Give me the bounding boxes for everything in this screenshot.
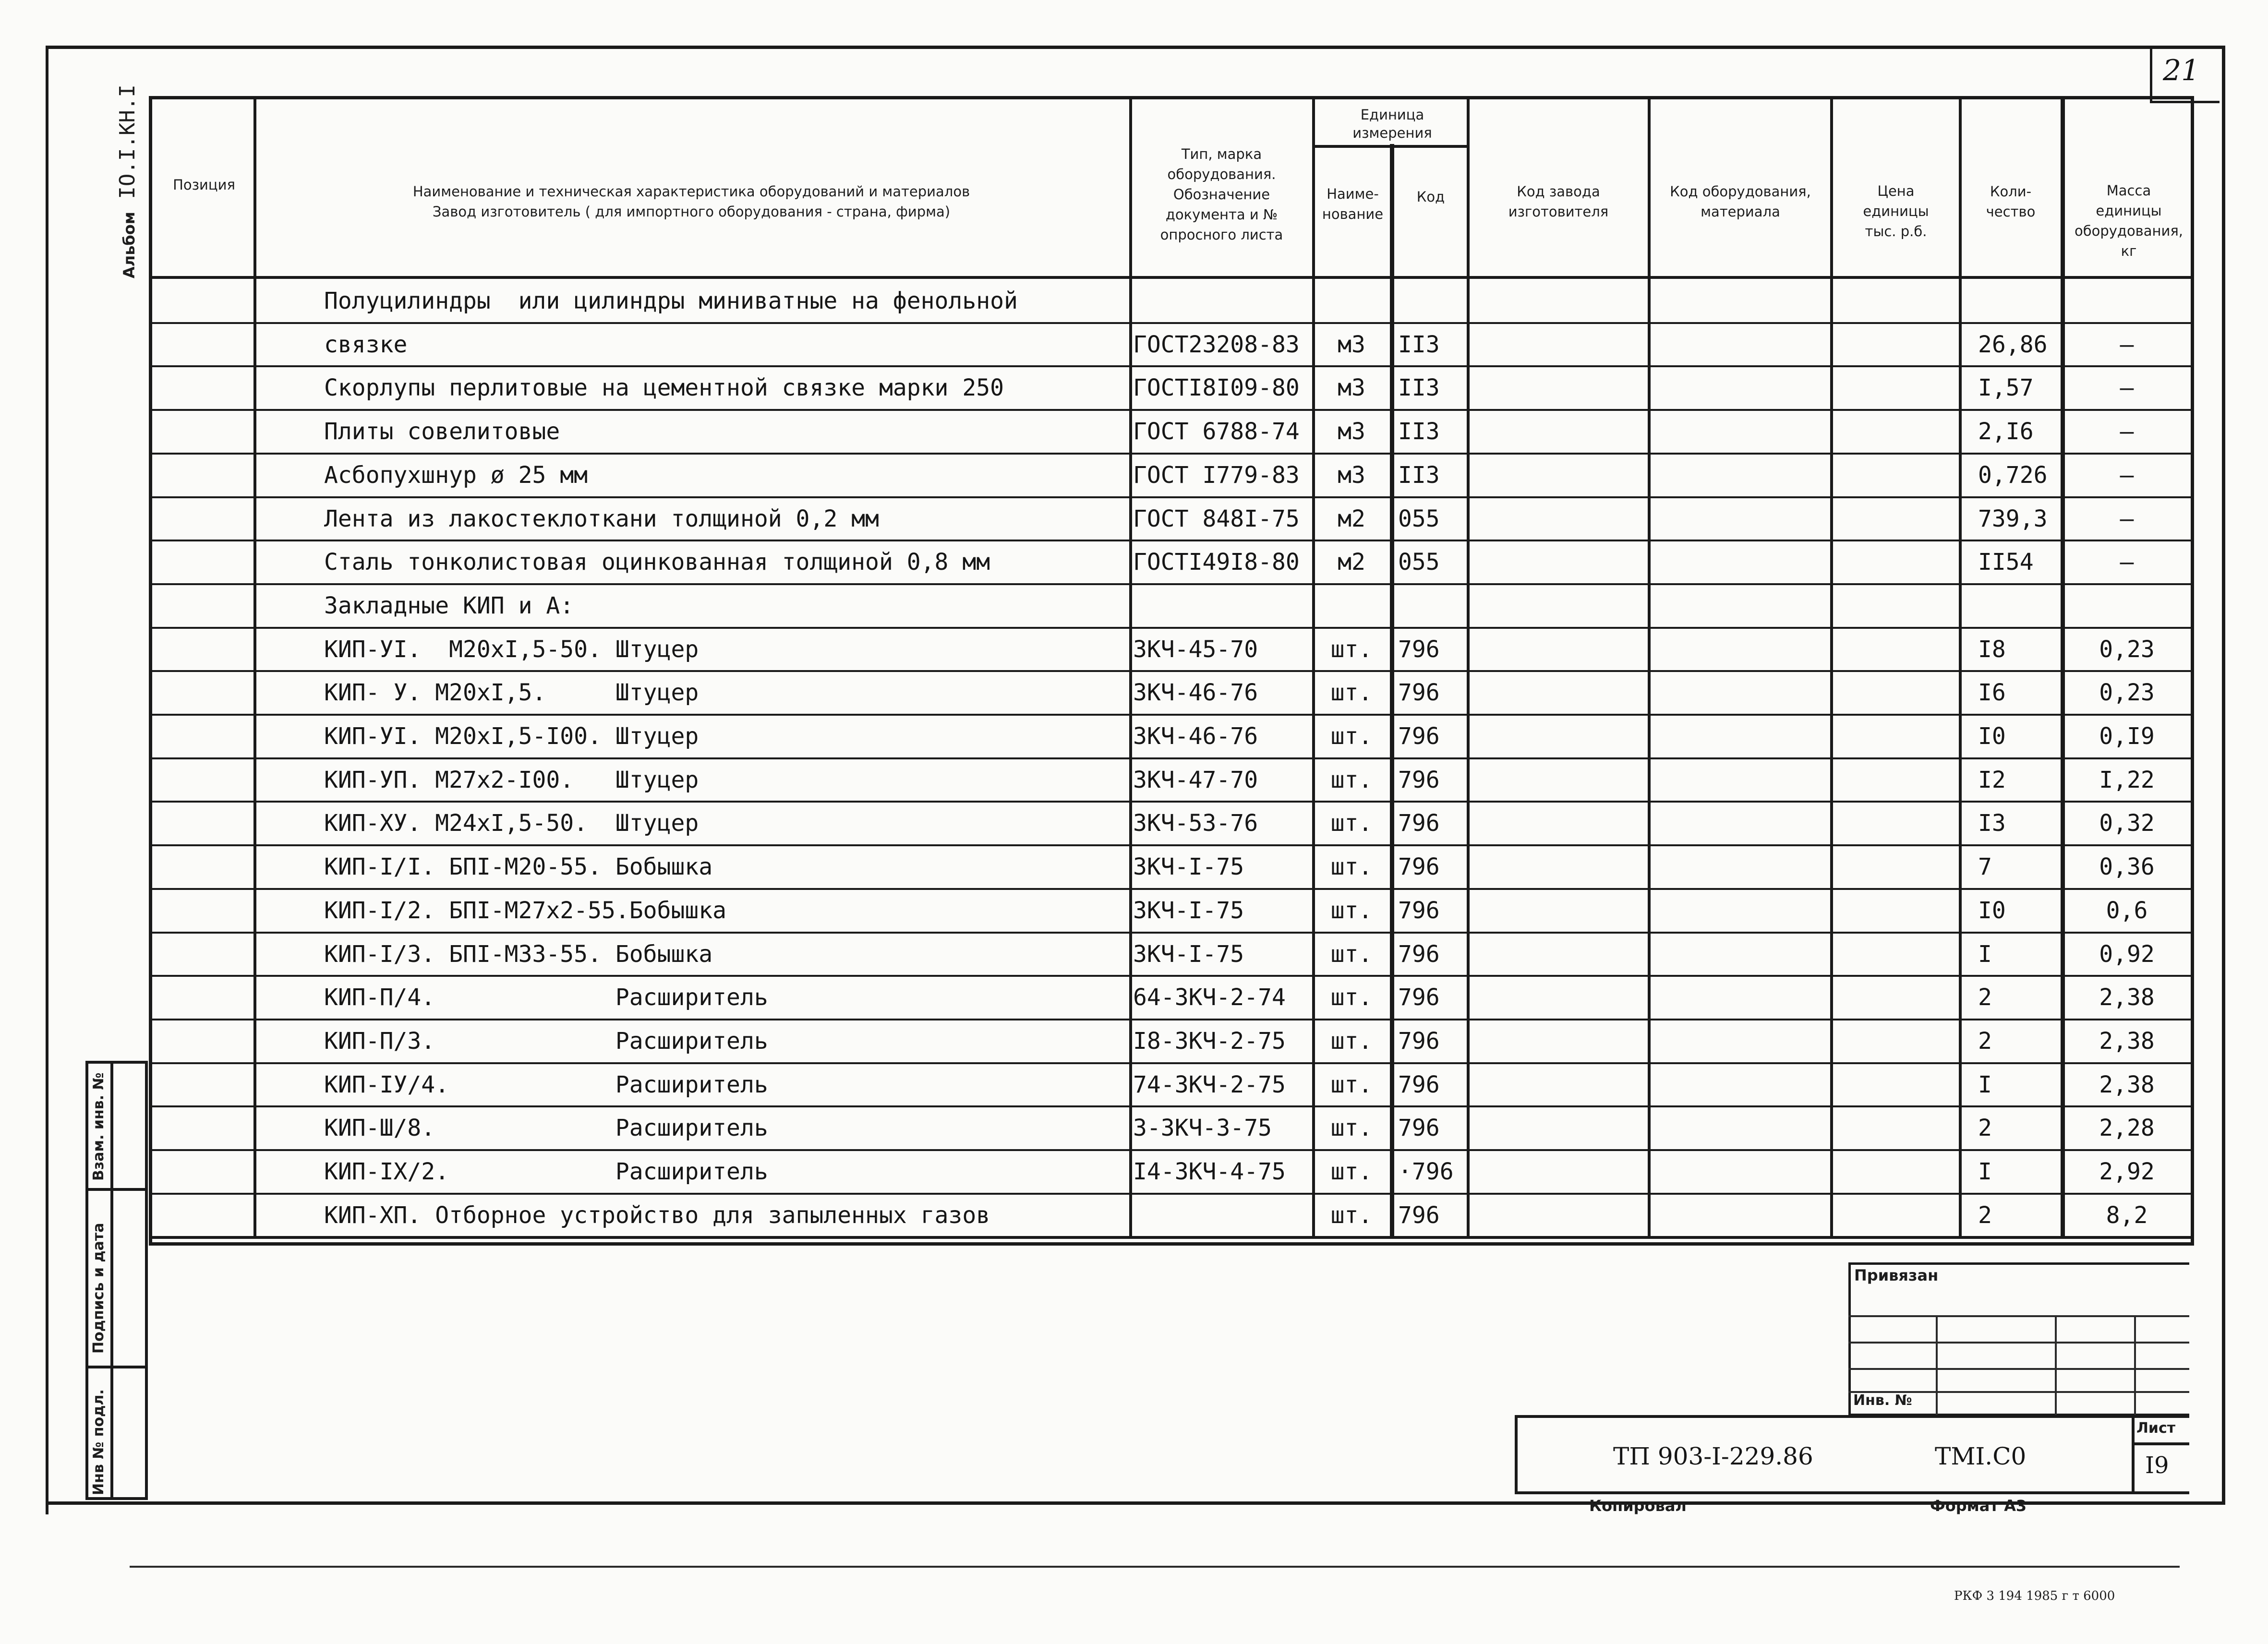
row-divider xyxy=(149,975,2194,977)
row-type: ГОСТ 6788-74 xyxy=(1133,418,1300,445)
row-type xyxy=(1133,279,1311,323)
col-line xyxy=(1648,96,1651,1238)
row-unit: шт. xyxy=(1330,766,1373,793)
row-name: КИП-I/2. БПI-М27х2-55.Бобышка xyxy=(324,897,727,924)
header-divider xyxy=(149,276,2194,279)
row-name: Сталь тонколистовая оцинкованная толщиной 0,8 мм xyxy=(324,549,990,576)
row-mass xyxy=(2067,279,2187,323)
row-type: 64-ЗКЧ-2-74 xyxy=(1133,984,1286,1011)
row-mass: 0,23 xyxy=(2099,636,2155,663)
row-unit: шт. xyxy=(1330,636,1373,663)
row-unit: м3 xyxy=(1338,461,1365,489)
row-qty: I0 xyxy=(1978,723,2006,750)
row-type: 3-ЗКЧ-3-75 xyxy=(1133,1115,1272,1142)
row-mass: 0,I9 xyxy=(2099,723,2155,750)
row-mass: 2,38 xyxy=(2099,984,2155,1011)
row-name: КИП-ХУ. М24хI,5-50. Штуцер xyxy=(324,810,699,837)
row-mass: 2,28 xyxy=(2099,1115,2155,1142)
row-name: КИП-IХ/2. Расширитель xyxy=(324,1158,768,1185)
stamp-line xyxy=(1936,1315,1938,1416)
row-name: Лента из лакостеклоткани толщиной 0,2 мм xyxy=(324,505,879,532)
row-code: II3 xyxy=(1398,461,1440,489)
row-unit xyxy=(1315,584,1387,627)
page-number: 21 xyxy=(2163,54,2200,87)
header-price: Цена единицы тыс. р.б. xyxy=(1863,183,1929,240)
row-type: ЗКЧ-I-75 xyxy=(1133,940,1244,968)
row-unit: шт. xyxy=(1330,1201,1373,1229)
row-name: КИП-П/4. Расширитель xyxy=(324,984,768,1011)
row-type: ГОСТI49I8-80 xyxy=(1133,549,1300,576)
row-unit: шт. xyxy=(1330,984,1373,1011)
row-type: ЗКЧ-45-70 xyxy=(1133,636,1258,663)
row-name: КИП-IУ/4. Расширитель xyxy=(324,1071,768,1098)
row-unit: шт. xyxy=(1330,1071,1373,1098)
row-mass: – xyxy=(2120,549,2134,576)
row-mass: 0,36 xyxy=(2099,853,2155,881)
table-body-end xyxy=(149,1236,2194,1239)
row-mass: 2,92 xyxy=(2099,1158,2155,1185)
row-code: 796 xyxy=(1398,636,1440,663)
row-code: 796 xyxy=(1398,853,1440,881)
header-name: Наименование и техническая характеристика оборудований и материалов Завод изготовитель ( для импортного оборудования - страна, фирма) xyxy=(412,183,970,220)
row-qty: 2 xyxy=(1978,984,1992,1011)
row-divider xyxy=(149,409,2194,411)
row-name: КИП-I/3. БПI-М33-55. Бобышка xyxy=(324,940,713,968)
stamp-mark: ТМI.С0 xyxy=(1935,1442,2027,1470)
row-unit: м2 xyxy=(1338,505,1365,532)
row-divider xyxy=(149,583,2194,585)
row-mass: I,22 xyxy=(2099,766,2155,793)
header-mass: Масса единицы оборудования, кг xyxy=(2074,182,2184,259)
row-mass: 0,23 xyxy=(2099,679,2155,707)
row-divider xyxy=(149,365,2194,367)
row-divider xyxy=(149,1193,2194,1195)
footer-copied: Копировал xyxy=(1589,1497,1687,1515)
row-name: Плиты совелитовые xyxy=(324,418,560,445)
row-code: 796 xyxy=(1398,766,1440,793)
row-type: I4-ЗКЧ-4-75 xyxy=(1133,1158,1286,1185)
row-code: 055 xyxy=(1398,549,1440,576)
row-divider xyxy=(149,453,2194,455)
row-unit: шт. xyxy=(1330,1158,1373,1185)
row-type xyxy=(1133,1194,1311,1237)
row-code: 796 xyxy=(1398,679,1440,707)
row-unit: шт. xyxy=(1330,810,1373,837)
header-unit-name: Наиме- нование xyxy=(1322,186,1384,222)
row-code: 796 xyxy=(1398,1115,1440,1142)
row-type: ЗКЧ-I-75 xyxy=(1133,897,1244,924)
row-code xyxy=(1398,279,1465,323)
row-divider xyxy=(149,627,2194,629)
row-code: 796 xyxy=(1398,897,1440,924)
row-divider xyxy=(149,496,2194,498)
row-qty xyxy=(1978,584,2060,627)
row-qty: 26,86 xyxy=(1978,331,2048,358)
stamp-tied: Привязан xyxy=(1854,1266,1939,1284)
row-divider xyxy=(149,757,2194,759)
row-divider xyxy=(149,1149,2194,1151)
row-type: ЗКЧ-53-76 xyxy=(1133,810,1258,837)
footer-format: Формат А3 xyxy=(1930,1497,2027,1515)
row-name: КИП-Ш/8. Расширитель xyxy=(324,1115,768,1142)
row-code: 796 xyxy=(1398,984,1440,1011)
side-sign-date: Подпись и дата xyxy=(90,1223,107,1354)
row-mass: – xyxy=(2120,505,2134,532)
row-qty: I xyxy=(1978,940,1992,968)
stamp-line xyxy=(2055,1315,2057,1416)
row-qty: 2,I6 xyxy=(1978,418,2034,445)
col-line xyxy=(1312,96,1315,1238)
row-divider xyxy=(149,670,2194,672)
stamp-line xyxy=(1848,1342,2189,1344)
col-line xyxy=(1959,96,1962,1238)
row-divider xyxy=(149,888,2194,890)
row-qty: 7 xyxy=(1978,853,1992,881)
header-position: Позиция xyxy=(173,177,235,193)
col-line xyxy=(1129,96,1132,1238)
row-divider xyxy=(149,322,2194,324)
row-unit: шт. xyxy=(1330,897,1373,924)
row-divider xyxy=(149,1105,2194,1107)
row-qty: 2 xyxy=(1978,1115,1992,1142)
row-code xyxy=(1398,584,1465,627)
header-qty: Коли- чество xyxy=(1986,183,2036,220)
left-frame-line xyxy=(46,46,48,1514)
row-qty: I6 xyxy=(1978,679,2006,707)
row-qty: 2 xyxy=(1978,1201,1992,1229)
row-unit: шт. xyxy=(1330,1027,1373,1055)
row-code: ·796 xyxy=(1398,1158,1454,1185)
row-unit: шт. xyxy=(1330,723,1373,750)
col-line xyxy=(253,96,256,1238)
row-mass: 0,6 xyxy=(2106,897,2148,924)
row-qty: II54 xyxy=(1978,549,2034,576)
row-type: ГОСТ 848I-75 xyxy=(1133,505,1300,532)
row-qty: I3 xyxy=(1978,810,2006,837)
row-name: Закладные КИП и А: xyxy=(324,592,574,619)
row-type: I8-ЗКЧ-2-75 xyxy=(1133,1027,1286,1055)
row-unit: м2 xyxy=(1338,549,1365,576)
row-code: 796 xyxy=(1398,1201,1440,1229)
header-unit: Единица измерения xyxy=(1352,106,1432,141)
row-type xyxy=(1133,584,1311,627)
stamp-inv-no: Инв. № xyxy=(1853,1392,1912,1409)
row-type: ГОСТ I779-83 xyxy=(1133,461,1300,489)
row-mass: – xyxy=(2120,418,2134,445)
row-name: КИП-П/3. Расширитель xyxy=(324,1027,768,1055)
stamp-line xyxy=(1848,1315,2189,1317)
row-type: ЗКЧ-I-75 xyxy=(1133,853,1244,881)
row-divider xyxy=(149,801,2194,803)
row-name: Асбопухшнур ø 25 мм xyxy=(324,461,588,489)
row-qty: 0,726 xyxy=(1978,461,2048,489)
row-unit: м3 xyxy=(1338,331,1365,358)
row-name: связке xyxy=(324,331,408,358)
stamp-line xyxy=(2132,1442,2189,1445)
row-name: Полуцилиндры или цилиндры миниватные на фенольной xyxy=(324,288,1018,314)
stamp-sheet-label: Лист xyxy=(2136,1420,2176,1437)
row-divider xyxy=(149,540,2194,541)
row-qty: 2 xyxy=(1978,1027,1992,1055)
row-code: 055 xyxy=(1398,505,1440,532)
row-mass xyxy=(2067,584,2187,627)
row-code: 796 xyxy=(1398,940,1440,968)
unit-header-divider xyxy=(1312,145,1470,148)
stamp-sheet-no: I9 xyxy=(2145,1452,2169,1479)
row-type: 74-ЗКЧ-2-75 xyxy=(1133,1071,1286,1098)
row-name: Скорлупы перлитовые на цементной связке марки 250 xyxy=(324,374,1004,402)
row-unit: шт. xyxy=(1330,940,1373,968)
side-stamp-line xyxy=(85,1366,148,1368)
stamp-doc-code: ТП 903-I-229.86 xyxy=(1613,1442,1813,1470)
row-name: КИП-I/I. БПI-М20-55. Бобышка xyxy=(324,853,713,881)
col-line xyxy=(2061,96,2065,1238)
row-mass: 8,2 xyxy=(2106,1201,2148,1229)
row-unit: м3 xyxy=(1338,418,1365,445)
row-qty: 739,3 xyxy=(1978,505,2048,532)
row-mass: – xyxy=(2120,331,2134,358)
row-code: 796 xyxy=(1398,1071,1440,1098)
row-divider xyxy=(149,1062,2194,1064)
row-mass: – xyxy=(2120,461,2134,489)
row-unit: шт. xyxy=(1330,1115,1373,1142)
row-qty xyxy=(1978,279,2060,323)
row-type: ГОСТI8I09-80 xyxy=(1133,374,1300,402)
row-type: ЗКЧ-46-76 xyxy=(1133,679,1258,707)
stamp-line xyxy=(2132,1415,2135,1494)
row-mass: 0,32 xyxy=(2099,810,2155,837)
side-inv-replace: Взам. инв. № xyxy=(90,1072,107,1181)
header-equip-code: Код оборудования, материала xyxy=(1670,183,1811,220)
row-qty: I,57 xyxy=(1978,374,2034,402)
row-unit xyxy=(1315,279,1387,323)
row-type: ГОСТ23208-83 xyxy=(1133,331,1300,358)
row-code: 796 xyxy=(1398,723,1440,750)
row-qty: I0 xyxy=(1978,897,2006,924)
row-divider xyxy=(149,1019,2194,1020)
row-name: КИП-УП. М27х2-I00. Штуцер xyxy=(324,766,699,793)
col-line xyxy=(1830,96,1833,1238)
row-name: КИП-ХП. Отборное устройство для запыленных газов xyxy=(324,1201,990,1229)
header-unit-code: Код xyxy=(1416,189,1445,205)
row-qty: I xyxy=(1978,1158,1992,1185)
header-type: Тип, марка оборудования. Обозначение документа и № опросного листа xyxy=(1160,146,1283,243)
row-name: КИП- У. М20хI,5. Штуцер xyxy=(324,679,699,707)
row-mass: 0,92 xyxy=(2099,940,2155,968)
stamp-line xyxy=(2134,1315,2136,1416)
header-maker-code: Код завода изготовителя xyxy=(1508,183,1609,220)
row-qty: I2 xyxy=(1978,766,2006,793)
row-mass: – xyxy=(2120,374,2134,402)
row-code: 796 xyxy=(1398,1027,1440,1055)
row-type: ЗКЧ-47-70 xyxy=(1133,766,1258,793)
album-label: Альбом IO.I.КН.I xyxy=(115,84,140,278)
row-code: II3 xyxy=(1398,418,1440,445)
row-unit: шт. xyxy=(1330,853,1373,881)
row-name: КИП-УI. М20хI,5-50. Штуцер xyxy=(324,636,699,663)
row-code: II3 xyxy=(1398,374,1440,402)
row-divider xyxy=(149,714,2194,716)
side-stamp-line xyxy=(110,1061,113,1500)
row-qty: I8 xyxy=(1978,636,2006,663)
row-mass: 2,38 xyxy=(2099,1027,2155,1055)
row-unit: шт. xyxy=(1330,679,1373,707)
row-code: 796 xyxy=(1398,810,1440,837)
cut-line xyxy=(130,1566,2180,1568)
stamp-line xyxy=(1848,1368,2189,1370)
footer-print-note: РКФ 3 194 1985 г т 6000 xyxy=(1954,1589,2115,1603)
row-unit: м3 xyxy=(1338,374,1365,402)
row-divider xyxy=(149,844,2194,846)
col-line xyxy=(1467,96,1470,1238)
row-divider xyxy=(149,932,2194,934)
row-mass: 2,38 xyxy=(2099,1071,2155,1098)
row-name: КИП-УI. М20хI,5-I00. Штуцер xyxy=(324,723,699,750)
row-type: ЗКЧ-46-76 xyxy=(1133,723,1258,750)
row-qty: I xyxy=(1978,1071,1992,1098)
row-code: II3 xyxy=(1398,331,1440,358)
side-stamp-line xyxy=(85,1188,148,1191)
side-inv-orig: Инв № подл. xyxy=(90,1389,107,1495)
col-line xyxy=(1390,144,1394,1238)
